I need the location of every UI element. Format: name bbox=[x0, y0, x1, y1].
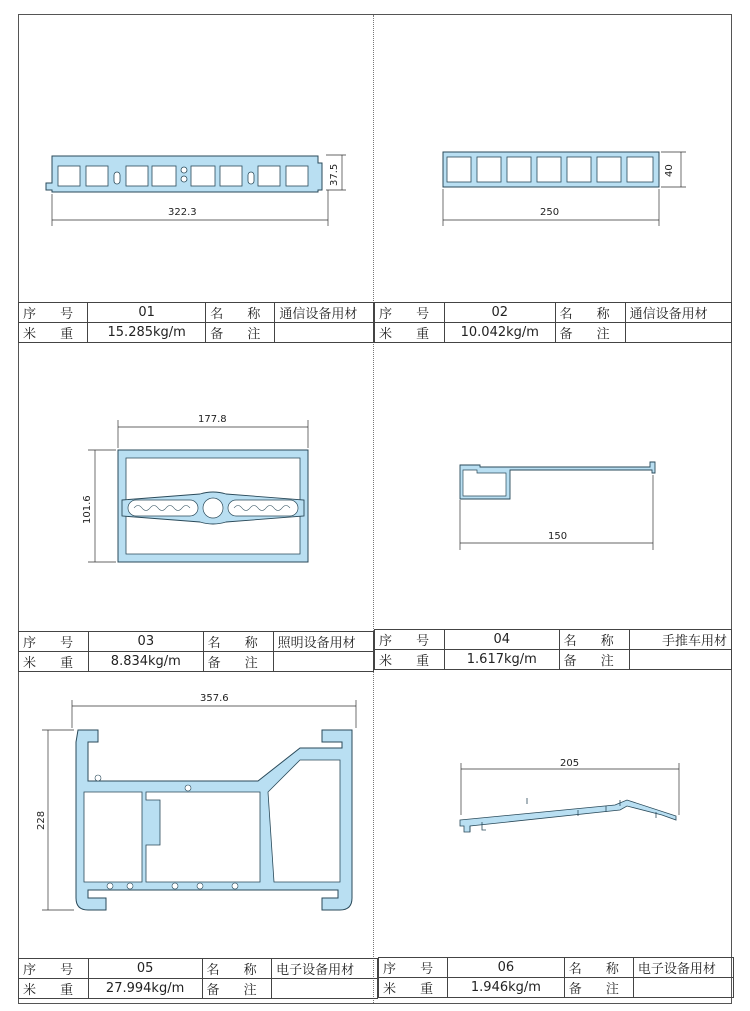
name-label: 名 称 bbox=[206, 303, 275, 323]
profile-04-width-dim: 150 bbox=[548, 531, 568, 542]
serial-label: 序 号 bbox=[375, 303, 445, 323]
profile-06-width-dim: 205 bbox=[560, 758, 580, 769]
name-label: 名 称 bbox=[202, 959, 272, 979]
weight-label: 米 重 bbox=[375, 323, 445, 343]
profile-01-width-dim: 322.3 bbox=[168, 207, 197, 218]
profile-05-note bbox=[272, 979, 378, 999]
profile-06-weight: 1.946kg/m bbox=[448, 978, 565, 998]
serial-label: 序 号 bbox=[19, 959, 89, 979]
profile-06-note bbox=[633, 978, 733, 998]
note-label: 备 注 bbox=[555, 323, 625, 343]
profile-02-weight: 10.042kg/m bbox=[445, 323, 555, 343]
profile-02-height-dim: 40 bbox=[664, 164, 675, 177]
profile-04-serial: 04 bbox=[445, 630, 560, 650]
profile-05-height-dim: 228 bbox=[36, 810, 47, 830]
profile-03-serial: 03 bbox=[89, 632, 204, 652]
profile-02-name: 通信设备用材 bbox=[625, 303, 731, 323]
note-label: 备 注 bbox=[203, 652, 273, 672]
profile-06-serial: 06 bbox=[448, 958, 565, 978]
weight-label: 米 重 bbox=[379, 978, 448, 998]
note-label: 备 注 bbox=[202, 979, 272, 999]
profile-03-height-dim: 101.6 bbox=[82, 495, 93, 524]
profile-01-name: 通信设备用材 bbox=[275, 303, 374, 323]
weight-label: 米 重 bbox=[19, 652, 89, 672]
profile-06-name: 电子设备用材 bbox=[633, 958, 733, 978]
name-label: 名 称 bbox=[564, 958, 633, 978]
profile-03-name: 照明设备用材 bbox=[273, 632, 373, 652]
serial-label: 序 号 bbox=[375, 630, 445, 650]
serial-label: 序 号 bbox=[19, 632, 89, 652]
profile-02-width-dim: 250 bbox=[540, 207, 560, 218]
serial-label: 序 号 bbox=[19, 303, 88, 323]
profile-05-name: 电子设备用材 bbox=[272, 959, 378, 979]
note-label: 备 注 bbox=[559, 650, 629, 670]
weight-label: 米 重 bbox=[375, 650, 445, 670]
profile-05-spec-table bbox=[18, 958, 378, 999]
profile-01-serial: 01 bbox=[88, 303, 206, 323]
note-label: 备 注 bbox=[206, 323, 275, 343]
profile-01-height-dim: 37.5 bbox=[329, 163, 340, 186]
profile-03-weight: 8.834kg/m bbox=[89, 652, 204, 672]
profile-04-weight: 1.617kg/m bbox=[445, 650, 560, 670]
note-label: 备 注 bbox=[564, 978, 633, 998]
profile-02-serial: 02 bbox=[445, 303, 555, 323]
serial-label: 序 号 bbox=[379, 958, 448, 978]
name-label: 名 称 bbox=[555, 303, 625, 323]
profile-03-width-dim: 177.8 bbox=[198, 414, 227, 425]
weight-label: 米 重 bbox=[19, 323, 88, 343]
name-label: 名 称 bbox=[203, 632, 273, 652]
profile-05-width-dim: 357.6 bbox=[200, 693, 229, 704]
profile-04-name: 手推车用材 bbox=[629, 630, 731, 650]
profile-05-weight: 27.994kg/m bbox=[88, 979, 202, 999]
profile-06-spec-table bbox=[378, 957, 734, 998]
weight-label: 米 重 bbox=[19, 979, 89, 999]
name-label: 名 称 bbox=[559, 630, 629, 650]
profile-01-weight: 15.285kg/m bbox=[88, 323, 206, 343]
profile-05-serial: 05 bbox=[88, 959, 202, 979]
